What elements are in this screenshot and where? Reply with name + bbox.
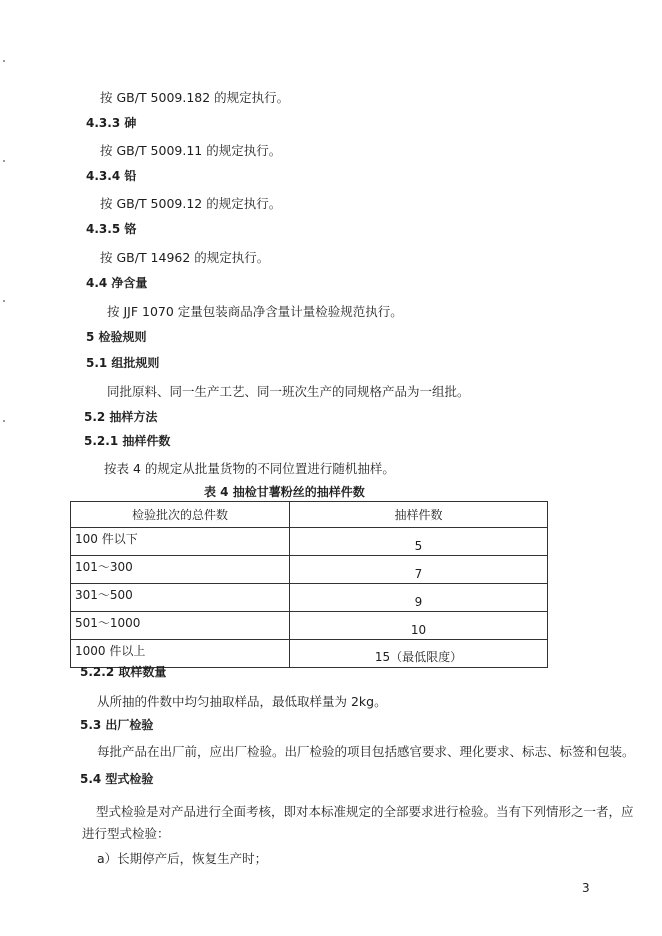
table-cell: 100 件以下 <box>71 528 290 556</box>
paragraph-continuation: 进行型式检验： <box>82 826 170 841</box>
table-cell: 9 <box>290 584 548 612</box>
table-row <box>71 528 548 556</box>
sampling-table <box>70 501 548 668</box>
scan-mark <box>3 420 5 422</box>
paragraph: 按 JJF 1070 定量包装商品净含量计量检验规范执行。 <box>107 304 403 319</box>
heading-5-2-2: 5.2.2 取样数量 <box>80 665 167 679</box>
table-cell: 101～300 <box>71 556 290 584</box>
heading-4-3-4: 4.3.4 铅 <box>86 169 137 183</box>
paragraph: 按表 4 的规定从批量货物的不同位置进行随机抽样。 <box>104 461 395 476</box>
table-cell: 7 <box>290 556 548 584</box>
paragraph: 从所抽的件数中均匀抽取样品，最低取样量为 2kg。 <box>97 694 387 709</box>
table-cell: 301～500 <box>71 584 290 612</box>
table-cell: 501～1000 <box>71 612 290 640</box>
table-cell: 15（最低限度） <box>290 640 548 668</box>
heading-4-3-3: 4.3.3 砷 <box>86 116 137 130</box>
paragraph: 每批产品在出厂前，应出厂检验。出厂检验的项目包括感官要求、理化要求、标志、标签和包装。 <box>97 744 635 759</box>
paragraph: 同批原料、同一生产工艺、同一班次生产的同规格产品为一组批。 <box>107 384 470 399</box>
heading-5-2-1: 5.2.1 抽样件数 <box>84 434 171 448</box>
table-row <box>71 556 548 584</box>
heading-4-3-5: 4.3.5 铬 <box>86 222 137 236</box>
table-caption: 表 4 抽检甘薯粉丝的抽样件数 <box>204 485 365 499</box>
heading-4-4: 4.4 净含量 <box>86 276 148 290</box>
page-number: 3 <box>582 881 590 895</box>
paragraph: 型式检验是对产品进行全面考核，即对本标准规定的全部要求进行检验。当有下列情形之一者，应 <box>96 804 634 819</box>
table-cell: 10 <box>290 612 548 640</box>
heading-5-1: 5.1 组批规则 <box>86 356 160 370</box>
heading-5-2: 5.2 抽样方法 <box>84 410 158 424</box>
list-item: a）长期停产后，恢复生产时； <box>97 851 268 866</box>
scan-mark <box>3 60 5 62</box>
scan-mark <box>3 300 5 302</box>
scan-mark <box>3 160 5 162</box>
table-header-row <box>71 502 548 528</box>
column-header: 抽样件数 <box>290 502 548 528</box>
paragraph: 按 GB/T 5009.11 的规定执行。 <box>100 143 282 158</box>
paragraph: 按 GB/T 5009.12 的规定执行。 <box>100 196 282 211</box>
table-cell: 5 <box>290 528 548 556</box>
heading-5-4: 5.4 型式检验 <box>80 772 154 786</box>
table-row <box>71 584 548 612</box>
paragraph: 按 GB/T 14962 的规定执行。 <box>100 250 270 265</box>
paragraph: 按 GB/T 5009.182 的规定执行。 <box>100 90 290 105</box>
heading-5: 5 检验规则 <box>86 330 147 344</box>
table-row <box>71 612 548 640</box>
column-header: 检验批次的总件数 <box>71 502 290 528</box>
table-cell: 1000 件以上 <box>71 640 290 668</box>
heading-5-3: 5.3 出厂检验 <box>80 718 154 732</box>
